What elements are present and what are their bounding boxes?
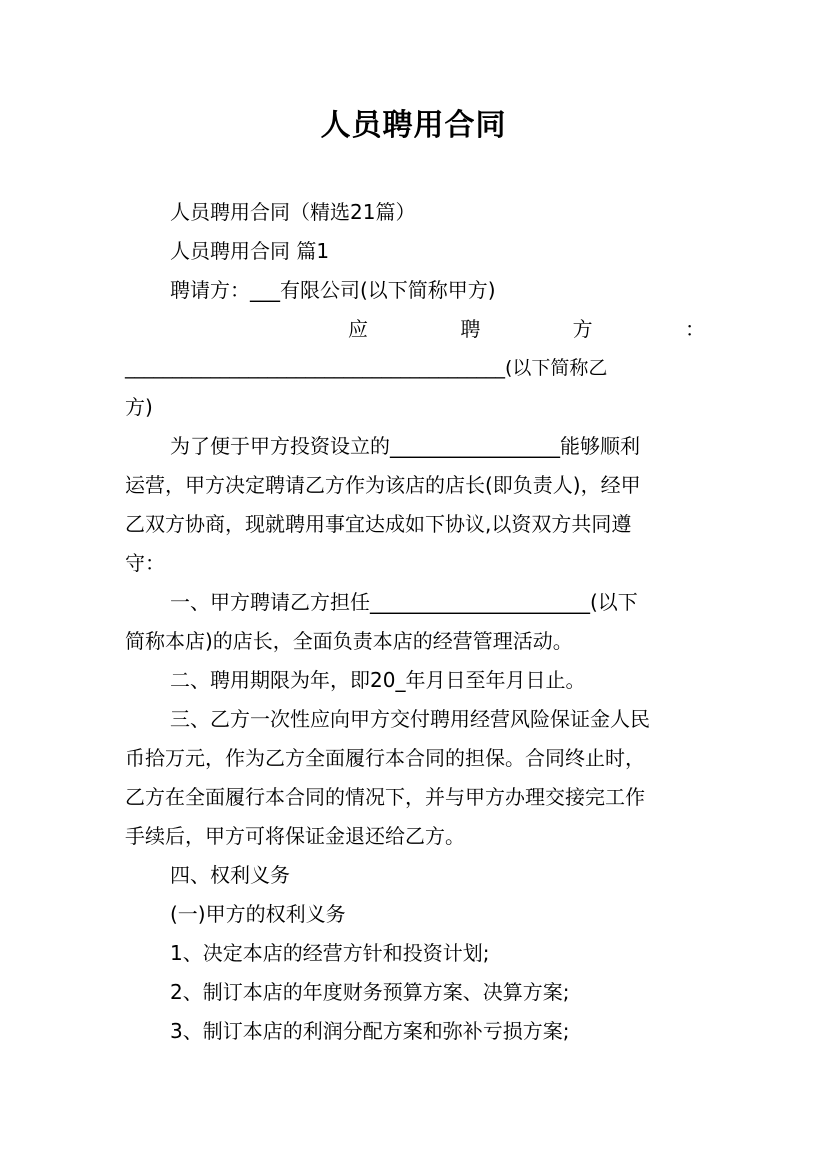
paragraph-line: 二、聘用期限为年，即20_年月日至年月日止。 <box>170 668 586 692</box>
section-heading: 人员聘用合同 篇1 <box>170 239 330 263</box>
list-item: 2、制订本店的年度财务预算方案、决算方案; <box>170 980 570 1004</box>
paragraph-line: 守： <box>125 551 165 575</box>
document-title: 人员聘用合同 <box>320 108 507 143</box>
paragraph-line: ________________________________________(以下简称乙 <box>125 357 608 379</box>
list-item: 3、制订本店的利润分配方案和弥补亏损方案; <box>170 1019 570 1043</box>
list-item: 1、决定本店的经营方针和投资计划; <box>170 941 490 965</box>
spaced-paragraph-line <box>170 315 705 343</box>
paragraph-line: 运营，甲方决定聘请乙方作为该店的店长(即负责人)，经甲 <box>125 473 641 497</box>
section-heading: 四、权利义务 <box>170 863 290 887</box>
spaced-char: ： <box>684 317 705 341</box>
spaced-char: 聘 <box>460 317 481 341</box>
paragraph-line: 币拾万元，作为乙方全面履行本合同的担保。合同终止时， <box>125 746 645 770</box>
paragraph-line: 手续后，甲方可将保证金退还给乙方。 <box>125 824 465 848</box>
document-subtitle: 人员聘用合同（精选21篇） <box>170 200 416 224</box>
paragraph-line: 聘请方：___有限公司(以下简称甲方) <box>170 278 496 302</box>
spaced-char: 应 <box>348 317 368 341</box>
subsection-heading: (一)甲方的权利义务 <box>170 902 346 926</box>
paragraph-line: 为了便于甲方投资设立的_________________能够顺利 <box>170 434 640 458</box>
paragraph-line: 三、乙方一次性应向甲方交付聘用经营风险保证金人民 <box>170 707 650 731</box>
spaced-char: 方 <box>572 317 593 341</box>
paragraph-line: 简称本店)的店长，全面负责本店的经营管理活动。 <box>125 629 573 653</box>
paragraph-line: 乙方在全面履行本合同的情况下，并与甲方办理交接完工作 <box>125 785 645 809</box>
paragraph-line: 方) <box>125 395 153 419</box>
paragraph-line: 一、甲方聘请乙方担任______________________(以下 <box>170 590 638 614</box>
paragraph-line: 乙双方协商，现就聘用事宜达成如下协议,以资双方共同遵 <box>125 512 632 536</box>
